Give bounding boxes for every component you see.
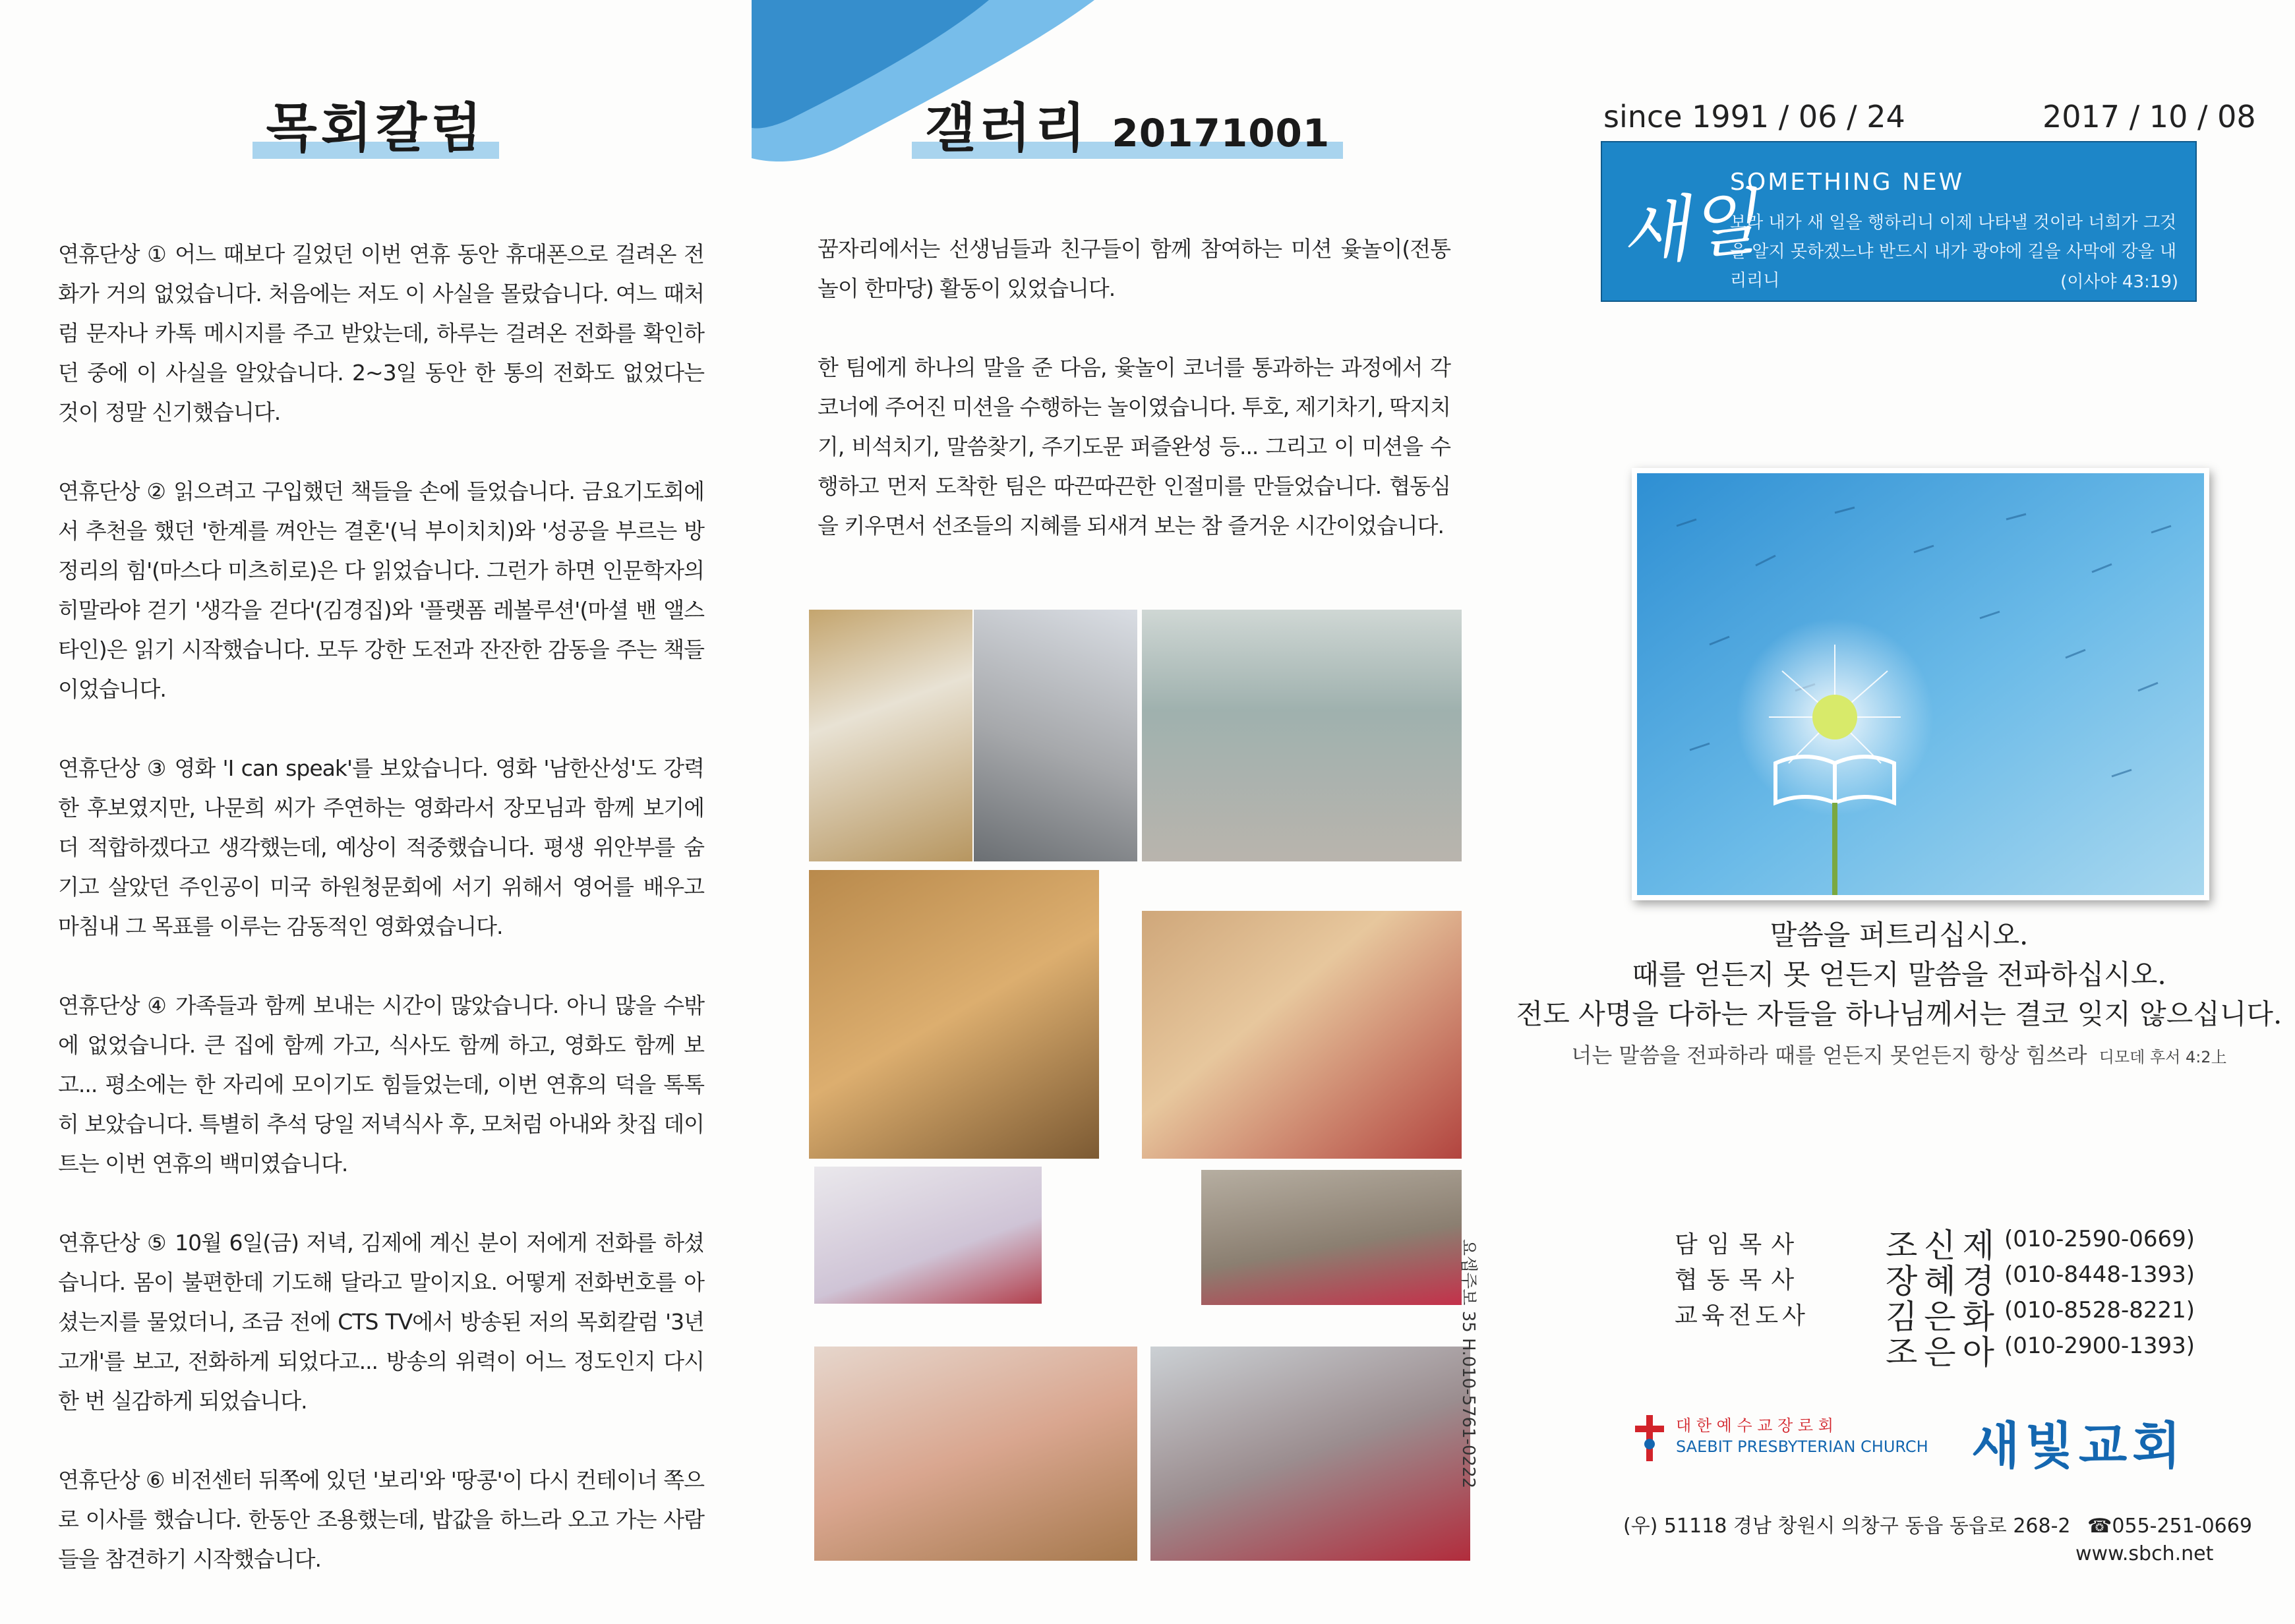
staff-role: 협동목사 xyxy=(1675,1267,1804,1294)
staff-phone: (010-2900-1393) xyxy=(2004,1333,2195,1359)
photo-5 xyxy=(1142,911,1462,1159)
gallery-heading xyxy=(752,86,1503,161)
pastor-column xyxy=(0,0,752,1624)
photo-3 xyxy=(1142,610,1462,861)
church-name: 새빛교회 xyxy=(1971,1416,2186,1475)
church-website[interactable]: www.sbch.net xyxy=(2075,1542,2214,1565)
pastor-column-body xyxy=(58,235,704,1619)
staff-name: 김은화 xyxy=(1886,1298,2001,1336)
denomination: 대 한 예 수 교 장 로 회 xyxy=(1676,1416,1833,1435)
pastor-column-title xyxy=(253,86,498,161)
gallery-column xyxy=(752,0,1503,1624)
church-address xyxy=(1623,1509,2252,1538)
banner-reference: (이사야 43:19) xyxy=(2060,272,2178,292)
banner-subtitle: SOMETHING NEW xyxy=(1730,169,1965,196)
photo-4 xyxy=(809,870,1099,1159)
staff-phone: (010-8528-8221) xyxy=(2004,1297,2195,1323)
bulletin-cover xyxy=(1503,0,2295,1624)
message-line-1: 말씀을 퍼트리십시오. xyxy=(1770,919,2029,951)
gallery-title-text: 갤러리 xyxy=(924,98,1090,159)
gallery-paragraph-2: 한 팀에게 하나의 말을 준 다음, 윷놀이 코너를 통과하는 과정에서 각 코너에 주어진 미션을 수행하는 놀이였습니다. 투호, 제기차기, 딱지치기, 비석치기, 말씀찾기, 주기도문 퍼즐완성 등... 그리고 이 미션을 수행하고 먼저 도착한 팀은 따끈따끈한 인절미를 만들었습니다. 협동심을 키우면서 선조들의 지혜를 되새겨 보는 참 즐거운 시간이었습니다. xyxy=(818,355,1450,538)
column-paragraph-4: 연휴단상 ④ 가족들과 함께 보내는 시간이 많았습니다. 아니 많을 수밖에 없었습니다. 큰 집에 함께 가고, 식사도 함께 하고, 영화도 함께 보고... 평소에는 한 자리에 모이기도 힘들었는데, 이번 연휴의 덕을 톡톡히 보았습니다. 특별히 추석 당일 저녁식사 후, 모처럼 아내와 찻집 데이트는 이번 연휴의 백미였습니다. xyxy=(58,993,704,1176)
column-paragraph-1: 연휴단상 ① 어느 때보다 길었던 이번 연휴 동안 휴대폰으로 걸려온 전화가 거의 없었습니다. 처음에는 저도 이 사실을 몰랐습니다. 여느 때처럼 문자나 카톡 메시지를 주고 받았는데, 하루는 걸려온 전화를 확인하던 중에 이 사실을 알았습니다. 2~3일 동안 한 통의 전화도 없었다는 것이 정말 신기했습니다. xyxy=(58,241,704,425)
message-line-3: 전도 사명을 다하는 자들을 하나님께서는 결코 잊지 않으십니다. xyxy=(1516,998,2282,1030)
dandelion-bible-illustration xyxy=(1632,468,2209,900)
since-date: since 1991 / 06 / 24 xyxy=(1603,99,1905,134)
scripture-line xyxy=(1503,1039,2295,1069)
staff-phone: (010-8448-1393) xyxy=(2004,1262,2195,1288)
message-line-2: 때를 얻든지 못 얻든지 말씀을 전파하십시오. xyxy=(1632,958,2166,991)
column-paragraph-6: 연휴단상 ⑥ 비전센터 뒤쪽에 있던 '보리'와 '땅콩'이 다시 컨테이너 쪽으로 이사를 했습니다. 한동안 조용했는데, 밥값을 하느라 오고 가는 사람들을 참견하기 시작했습니다. xyxy=(58,1467,704,1572)
bulletin-date: 2017 / 10 / 08 xyxy=(2042,99,2256,134)
staff-phone: (010-2590-0669) xyxy=(2004,1226,2195,1252)
photo-7 xyxy=(1201,1170,1462,1305)
staff-row-4 xyxy=(1503,1333,2295,1370)
new-thing-banner xyxy=(1601,141,2197,302)
church-phone: ☎055-251-0669 xyxy=(2087,1515,2252,1538)
staff-name: 조신제 xyxy=(1886,1227,2001,1265)
staff-name: 조은아 xyxy=(1886,1333,2001,1372)
banner-verse: 보라 내가 새 일을 행하리니 이제 나타낼 것이라 너희가 그것을 알지 못하겠느냐 반드시 내가 광야에 길을 사막에 강을 내리리니 xyxy=(1730,213,2177,291)
photo-9 xyxy=(1150,1347,1470,1561)
cross-icon xyxy=(1635,1415,1664,1461)
scripture-reference: 디모데 후서 4:2上 xyxy=(2099,1048,2227,1066)
pastor-column-heading xyxy=(0,86,752,161)
address-text: (우) 51118 경남 창원시 의창구 동읍 동읍로 268-2 xyxy=(1623,1515,2071,1538)
column-paragraph-3: 연휴단상 ③ 영화 'I can speak'를 보았습니다. 영화 '남한산성'도 강력한 후보였지만, 나문희 씨가 주연하는 영화라서 장모님과 함께 보기에 더 적합하겠다고 생각했는데, 예상이 적중했습니다. 평생 위안부를 숨기고 살았던 주인공이 미국 하원청문회에 서기 위해서 영어를 배우고 마침내 그 목표를 이루는 감동적인 영화였습니다. xyxy=(58,755,704,939)
photo-1 xyxy=(809,610,972,861)
gallery-paragraph-1: 꿈자리에서는 선생님들과 친구들이 함께 참여하는 미션 윷놀이(전통놀이 한마당) 활동이 있었습니다. xyxy=(818,236,1450,301)
staff-name: 장혜경 xyxy=(1886,1262,2001,1300)
church-english-name: SAEBIT PRESBYTERIAN CHURCH xyxy=(1676,1437,1928,1456)
pastor-column-title-text: 목회칼럼 xyxy=(266,98,486,159)
photo-8 xyxy=(814,1347,1137,1561)
gallery-date: 20171001 xyxy=(1112,111,1330,156)
staff-role: 담임목사 xyxy=(1675,1231,1804,1258)
side-note: 요셉주보 35 H.010-5761-0222 xyxy=(1458,1239,1478,1489)
column-paragraph-5: 연휴단상 ⑤ 10월 6일(금) 저녁, 김제에 계신 분이 저에게 전화를 하셨습니다. 몸이 불편한데 기도해 달라고 말이지요. 어떻게 전화번호를 아셨는지를 물었더니, 조금 전에 CTS TV에서 방송된 저의 목회칼럼 '3년 고개'를 보고, 전화하게 되었다고... 방송의 위력이 어느 정도인지 다시 한 번 실감하게 되었습니다. xyxy=(58,1230,704,1414)
staff-role: 교육전도사 xyxy=(1675,1302,1809,1329)
photo-2 xyxy=(974,610,1137,861)
scripture-text: 너는 말씀을 전파하라 때를 얻든지 못얻든지 항상 힘쓰라 xyxy=(1571,1043,2087,1068)
photo-6 xyxy=(814,1167,1042,1304)
gallery-title xyxy=(912,86,1344,161)
banner-logo: 새일 xyxy=(1616,181,1762,277)
column-paragraph-2: 연휴단상 ② 읽으려고 구입했던 책들을 손에 들었습니다. 금요기도회에서 추천을 했던 '한계를 껴안는 결혼'(닉 부이치치)와 '성공을 부르는 방 정리의 힘'(마스다 미츠히로)은 다 읽었습니다. 그런가 하면 인문학자의 히말라야 걷기 '생각을 걷다'(김경집)와 '플랫폼 레볼루션'(마셜 밴 앨스타인)은 읽기 시작했습니다. 모두 강한 도전과 잔잔한 감동을 주는 책들이었습니다. xyxy=(58,478,704,702)
gallery-body xyxy=(818,229,1450,585)
